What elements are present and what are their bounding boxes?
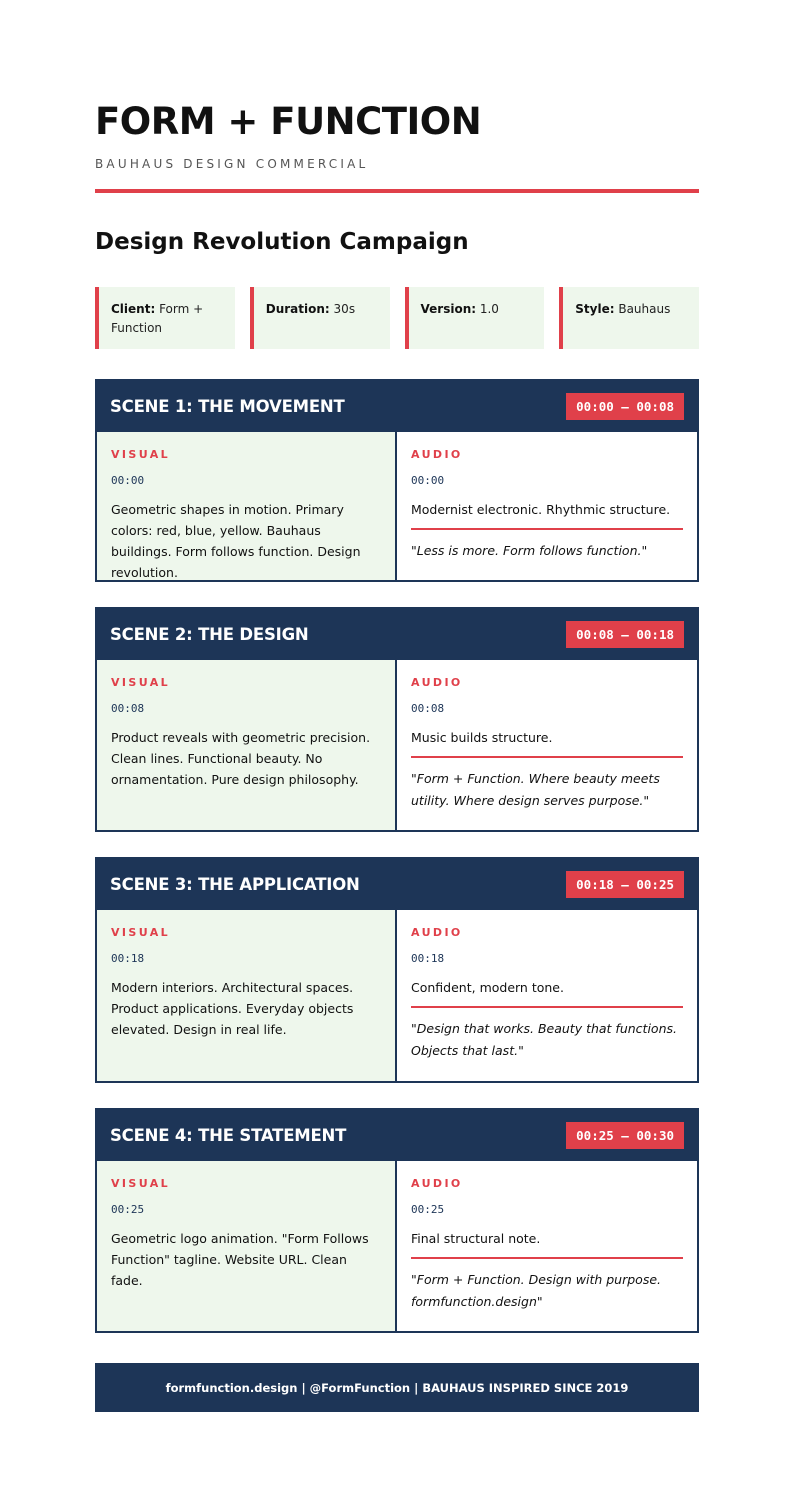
visual-column <box>97 660 397 830</box>
visual-description: Geometric shapes in motion. Primary colors: red, blue, yellow. Bauhaus buildings. Form follows function. Design revolution. <box>111 502 361 580</box>
header-divider <box>95 189 699 193</box>
audio-description: Confident, modern tone. <box>411 980 564 995</box>
visual-label: VISUAL <box>111 926 171 939</box>
scene-card <box>95 1108 699 1333</box>
timecode-badge: 00:00 – 00:08 <box>566 393 684 420</box>
voiceover-quote: "Design that works. Beauty that functions. Objects that last." <box>411 1021 677 1058</box>
scene-header <box>97 859 697 910</box>
voiceover-quote: "Less is more. Form follows function." <box>411 543 648 558</box>
visual-description: Modern interiors. Architectural spaces. Product applications. Everyday objects elevated. Design in real life. <box>111 980 354 1037</box>
scene-title: SCENE 3: THE APPLICATION <box>110 875 360 894</box>
meta-label: Version: <box>420 302 477 316</box>
timecode-badge: 00:08 – 00:18 <box>566 621 684 648</box>
footer-text: formfunction.design | @FormFunction | BAUHAUS INSPIRED SINCE 2019 <box>165 1380 629 1395</box>
scene-body <box>97 660 697 830</box>
brand-subtitle: BAUHAUS DESIGN COMMERCIAL <box>95 157 369 171</box>
meta-duration <box>250 287 390 349</box>
meta-label: Style: <box>575 302 615 316</box>
meta-value: Bauhaus <box>618 302 671 316</box>
visual-column <box>97 432 397 580</box>
audio-description: Final structural note. <box>411 1231 541 1246</box>
audio-label: AUDIO <box>411 676 463 689</box>
voiceover-quote: "Form + Function. Design with purpose. formfunction.design" <box>411 1272 661 1309</box>
campaign-title: Design Revolution Campaign <box>95 229 469 255</box>
meta-version <box>405 287 545 349</box>
audio-column <box>397 660 697 830</box>
scene-body <box>97 432 697 580</box>
visual-column <box>97 1161 397 1331</box>
audio-time: 00:08 <box>411 702 445 715</box>
audio-divider <box>411 528 683 530</box>
scene-title: SCENE 2: THE DESIGN <box>110 625 309 644</box>
visual-time: 00:25 <box>111 1203 145 1216</box>
scene-card <box>95 857 699 1083</box>
meta-row <box>95 287 699 349</box>
audio-time: 00:00 <box>411 474 445 487</box>
scene-header <box>97 609 697 660</box>
brand-title: FORM + FUNCTION <box>95 100 482 143</box>
visual-time: 00:18 <box>111 952 145 965</box>
scene-body <box>97 1161 697 1331</box>
scene-header <box>97 1110 697 1161</box>
audio-description: Modernist electronic. Rhythmic structure. <box>411 502 671 517</box>
audio-divider <box>411 756 683 758</box>
audio-column <box>397 1161 697 1331</box>
audio-label: AUDIO <box>411 448 463 461</box>
audio-divider <box>411 1006 683 1008</box>
audio-label: AUDIO <box>411 1177 463 1190</box>
visual-column <box>97 910 397 1081</box>
scene-card <box>95 379 699 582</box>
visual-label: VISUAL <box>111 1177 171 1190</box>
timecode-badge: 00:18 – 00:25 <box>566 871 684 898</box>
audio-column <box>397 432 697 580</box>
audio-description: Music builds structure. <box>411 730 553 745</box>
scene-title: SCENE 4: THE STATEMENT <box>110 1126 347 1145</box>
scene-body <box>97 910 697 1081</box>
voiceover-quote: "Form + Function. Where beauty meets utility. Where design serves purpose." <box>411 771 660 808</box>
meta-label: Duration: <box>265 302 330 316</box>
audio-time: 00:18 <box>411 952 445 965</box>
audio-divider <box>411 1257 683 1259</box>
meta-value: 1.0 <box>479 302 499 316</box>
meta-value: Form + Function <box>111 302 204 335</box>
audio-label: AUDIO <box>411 926 463 939</box>
visual-description: Product reveals with geometric precision. Clean lines. Functional beauty. No ornamentation. Pure design philosophy. <box>111 730 371 787</box>
footer-bar <box>95 1363 699 1412</box>
visual-time: 00:08 <box>111 702 145 715</box>
visual-time: 00:00 <box>111 474 145 487</box>
timecode-badge: 00:25 – 00:30 <box>566 1122 684 1149</box>
meta-client <box>95 287 235 349</box>
scene-card <box>95 607 699 832</box>
meta-style <box>559 287 699 349</box>
audio-time: 00:25 <box>411 1203 445 1216</box>
audio-column <box>397 910 697 1081</box>
visual-label: VISUAL <box>111 676 171 689</box>
meta-label: Client: <box>111 302 156 316</box>
scene-header <box>97 381 697 432</box>
scene-title: SCENE 1: THE MOVEMENT <box>110 397 345 416</box>
visual-description: Geometric logo animation. "Form Follows Function" tagline. Website URL. Clean fade. <box>111 1231 369 1288</box>
visual-label: VISUAL <box>111 448 171 461</box>
meta-value: 30s <box>333 302 356 316</box>
